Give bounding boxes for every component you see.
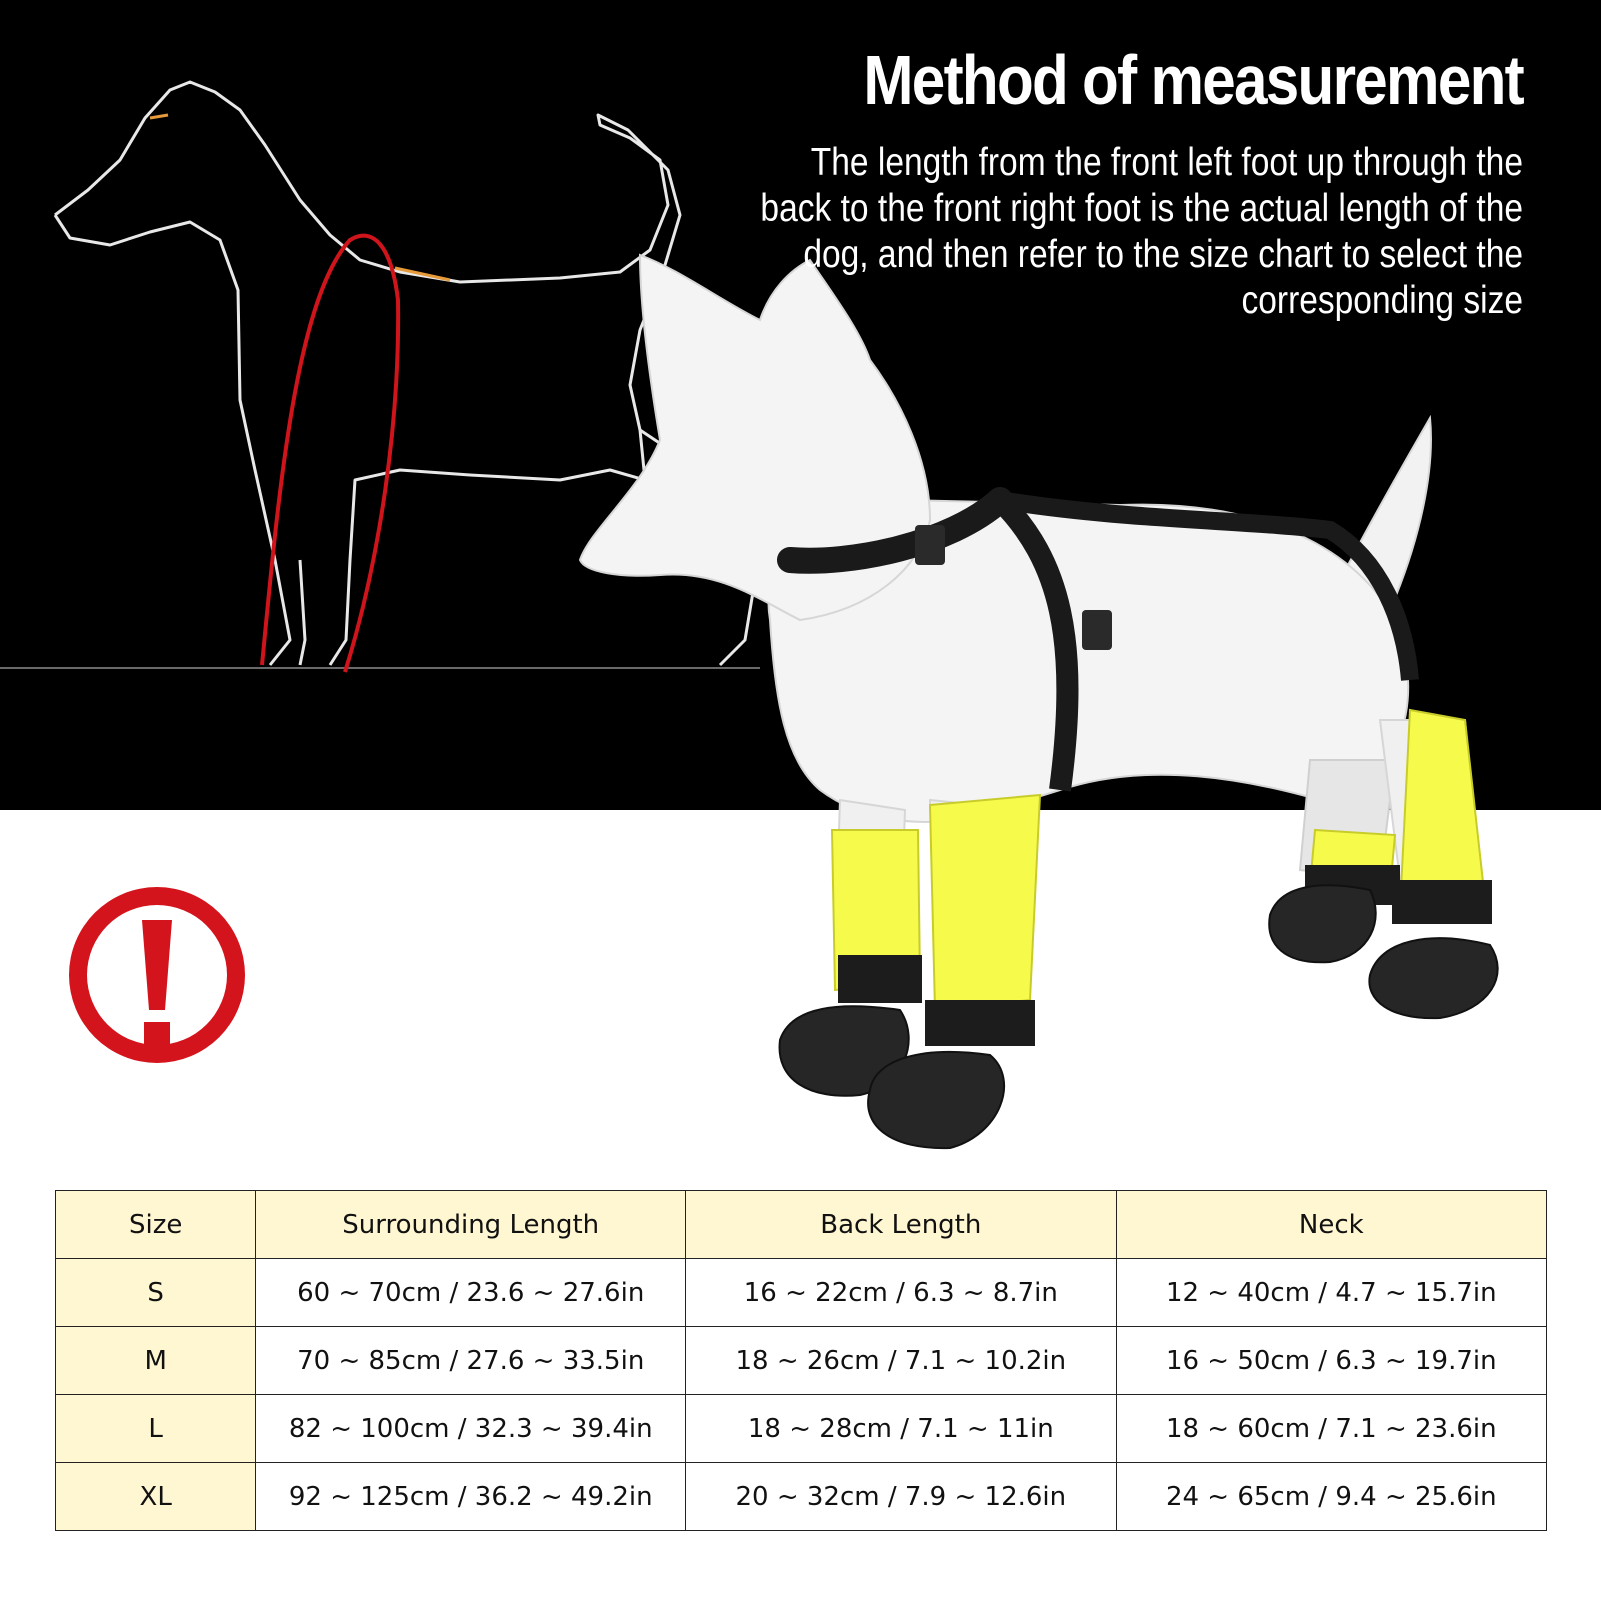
neck-cell: 18 ~ 60cm / 7.1 ~ 23.6in: [1116, 1395, 1546, 1463]
neck-cell: 24 ~ 65cm / 9.4 ~ 25.6in: [1116, 1463, 1546, 1531]
size-cell: S: [56, 1259, 256, 1327]
surrounding-cell: 60 ~ 70cm / 23.6 ~ 27.6in: [256, 1259, 686, 1327]
size-cell: L: [56, 1395, 256, 1463]
header-size: Size: [56, 1191, 256, 1259]
page-title: Method of measurement: [863, 41, 1523, 119]
table-row: [56, 1463, 1547, 1531]
back-cell: 20 ~ 32cm / 7.9 ~ 12.6in: [686, 1463, 1116, 1531]
surrounding-cell: 92 ~ 125cm / 36.2 ~ 49.2in: [256, 1463, 686, 1531]
back-cell: 18 ~ 26cm / 7.1 ~ 10.2in: [686, 1327, 1116, 1395]
size-cell: XL: [56, 1463, 256, 1531]
header-neck: Neck: [1116, 1191, 1546, 1259]
back-cell: 16 ~ 22cm / 6.3 ~ 8.7in: [686, 1259, 1116, 1327]
exclamation-warning-icon: [62, 880, 252, 1070]
table-header-row: [56, 1191, 1547, 1259]
table-row: [56, 1327, 1547, 1395]
surrounding-cell: 70 ~ 85cm / 27.6 ~ 33.5in: [256, 1327, 686, 1395]
neck-cell: 12 ~ 40cm / 4.7 ~ 15.7in: [1116, 1259, 1546, 1327]
measurement-description: The length from the front left foot up through the back to the front right foot is the actual length of the dog, and then refer to the size chart to select the corresponding size: [760, 141, 1523, 322]
header-surrounding-length: Surrounding Length: [256, 1191, 686, 1259]
header-back-length: Back Length: [686, 1191, 1116, 1259]
size-chart-table: [55, 1190, 1547, 1531]
surrounding-cell: 82 ~ 100cm / 32.3 ~ 39.4in: [256, 1395, 686, 1463]
dog-mannequin-with-boots: [580, 255, 1498, 1148]
neck-cell: 16 ~ 50cm / 6.3 ~ 19.7in: [1116, 1327, 1546, 1395]
size-cell: M: [56, 1327, 256, 1395]
table-row: [56, 1395, 1547, 1463]
back-cell: 18 ~ 28cm / 7.1 ~ 11in: [686, 1395, 1116, 1463]
table-row: [56, 1259, 1547, 1327]
